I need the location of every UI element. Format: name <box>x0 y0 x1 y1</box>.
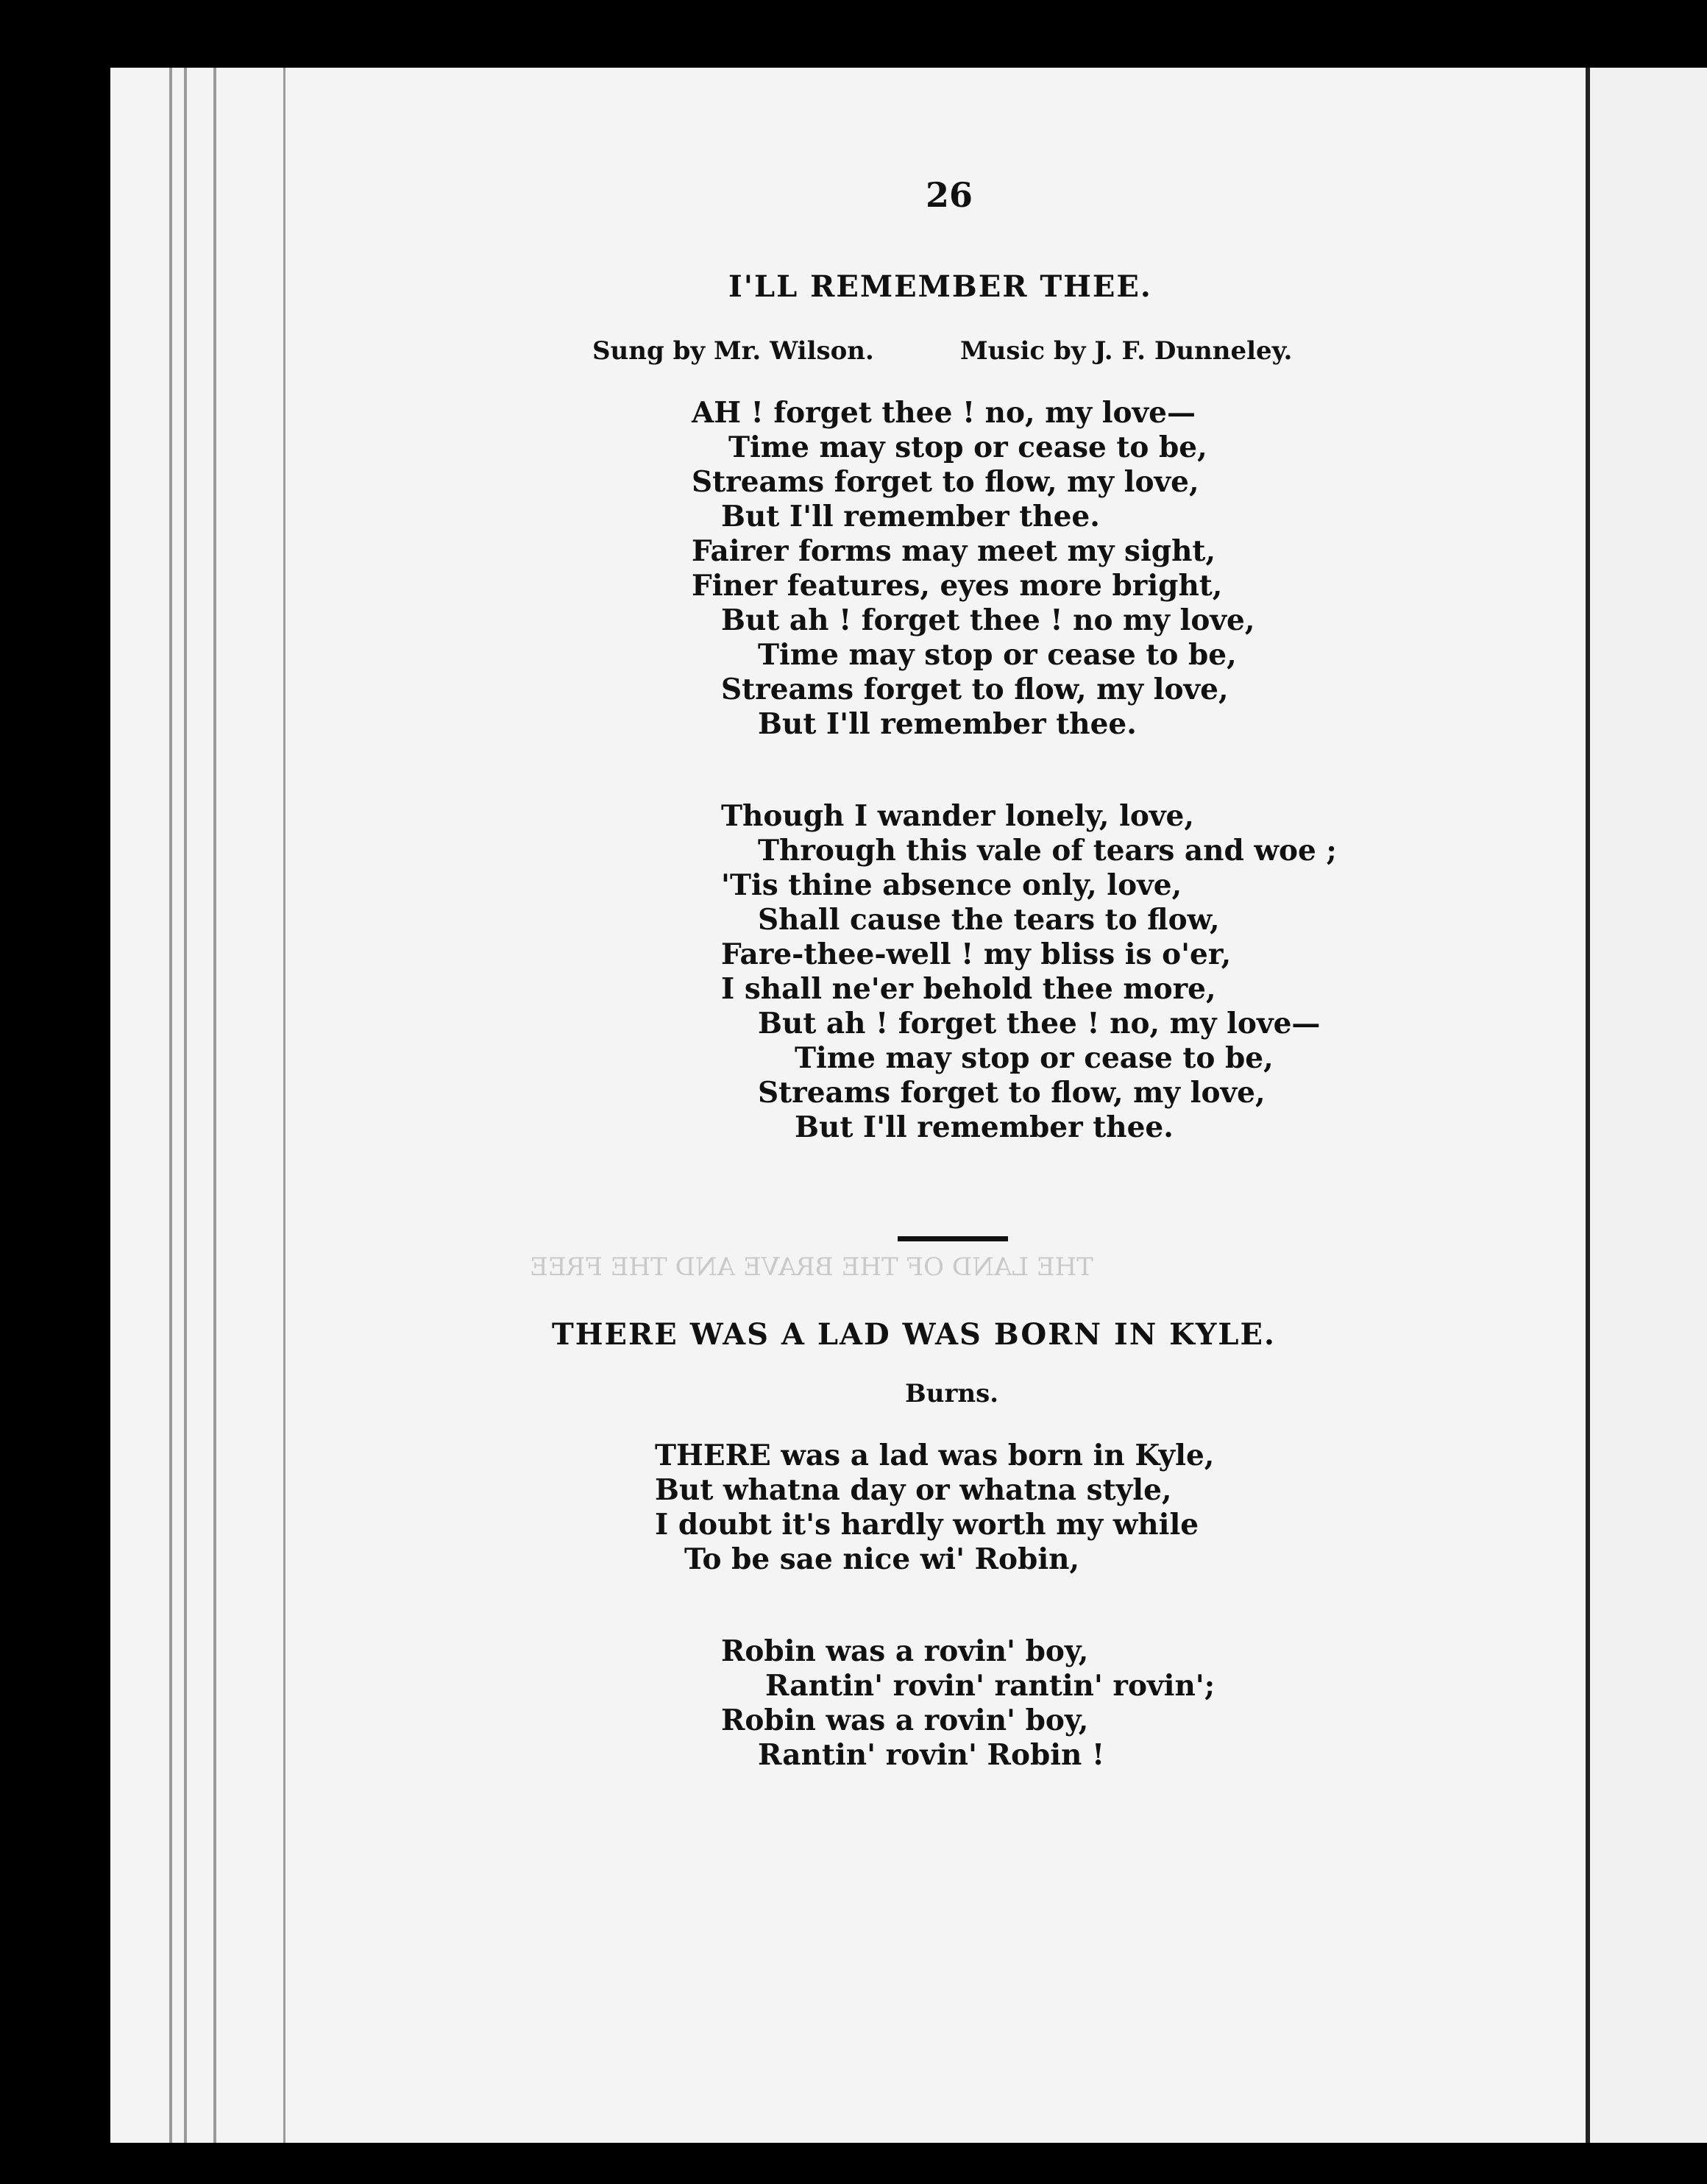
page-edge <box>169 68 172 2143</box>
page-edge <box>213 68 216 2143</box>
adjacent-page-edge <box>1586 68 1707 2143</box>
page-number: 26 <box>926 175 973 215</box>
verse-line: But I'll remember thee. <box>721 500 1100 533</box>
verse-line: But ah ! forget thee ! no my love, <box>721 603 1255 637</box>
verse-line: THERE was a lad was born in Kyle, <box>655 1439 1215 1472</box>
verse-line: But ah ! forget thee ! no, my love— <box>758 1007 1321 1040</box>
song-title: I'LL REMEMBER THEE. <box>728 269 1152 304</box>
verse-line: But I'll remember thee. <box>758 707 1137 741</box>
verse-line: Rantin' rovin' rantin' rovin'; <box>765 1669 1216 1703</box>
verse-line: Time may stop or cease to be, <box>728 430 1207 464</box>
page-edge <box>283 68 285 2143</box>
bleed-through-heading: THE LAND OF THE BRAVE AND THE FREE <box>530 1252 1093 1282</box>
verse-line: Streams forget to flow, my love, <box>758 1076 1266 1110</box>
song-composer: Music by J. F. Dunneley. <box>960 336 1293 366</box>
section-divider <box>898 1236 1008 1241</box>
verse-line: Fare-thee-well ! my bliss is o'er, <box>721 937 1232 971</box>
verse-line: Time may stop or cease to be, <box>795 1041 1274 1075</box>
verse-line: I doubt it's hardly worth my while <box>655 1508 1199 1542</box>
verse-line: Streams forget to flow, my love, <box>692 465 1199 499</box>
verse-line: Through this vale of tears and woe ; <box>758 834 1337 868</box>
verse-line: 'Tis thine absence only, love, <box>721 868 1182 902</box>
verse-line: Robin was a rovin' boy, <box>721 1703 1089 1737</box>
verse-line: Robin was a rovin' boy, <box>721 1634 1089 1668</box>
verse-line: To be sae nice wi' Robin, <box>684 1542 1080 1576</box>
song-author: Burns. <box>905 1379 999 1408</box>
verse-line: Though I wander lonely, love, <box>721 799 1194 833</box>
verse-line: But I'll remember thee. <box>795 1110 1174 1144</box>
verse-line: Time may stop or cease to be, <box>758 638 1237 672</box>
verse-line: Rantin' rovin' Robin ! <box>758 1738 1105 1772</box>
song-singer: Sung by Mr. Wilson. <box>592 336 874 366</box>
verse-line: Streams forget to flow, my love, <box>721 673 1229 706</box>
verse-line: But whatna day or whatna style, <box>655 1473 1172 1507</box>
book-page <box>110 68 1586 2143</box>
verse-line: AH ! forget thee ! no, my love— <box>692 396 1196 430</box>
verse-line: Fairer forms may meet my sight, <box>692 534 1216 568</box>
verse-line: Shall cause the tears to flow, <box>758 903 1220 937</box>
song-title: THERE WAS A LAD WAS BORN IN KYLE. <box>552 1317 1276 1352</box>
page-edge <box>184 68 187 2143</box>
verse-line: I shall ne'er behold thee more, <box>721 972 1216 1006</box>
verse-line: Finer features, eyes more bright, <box>692 569 1223 603</box>
